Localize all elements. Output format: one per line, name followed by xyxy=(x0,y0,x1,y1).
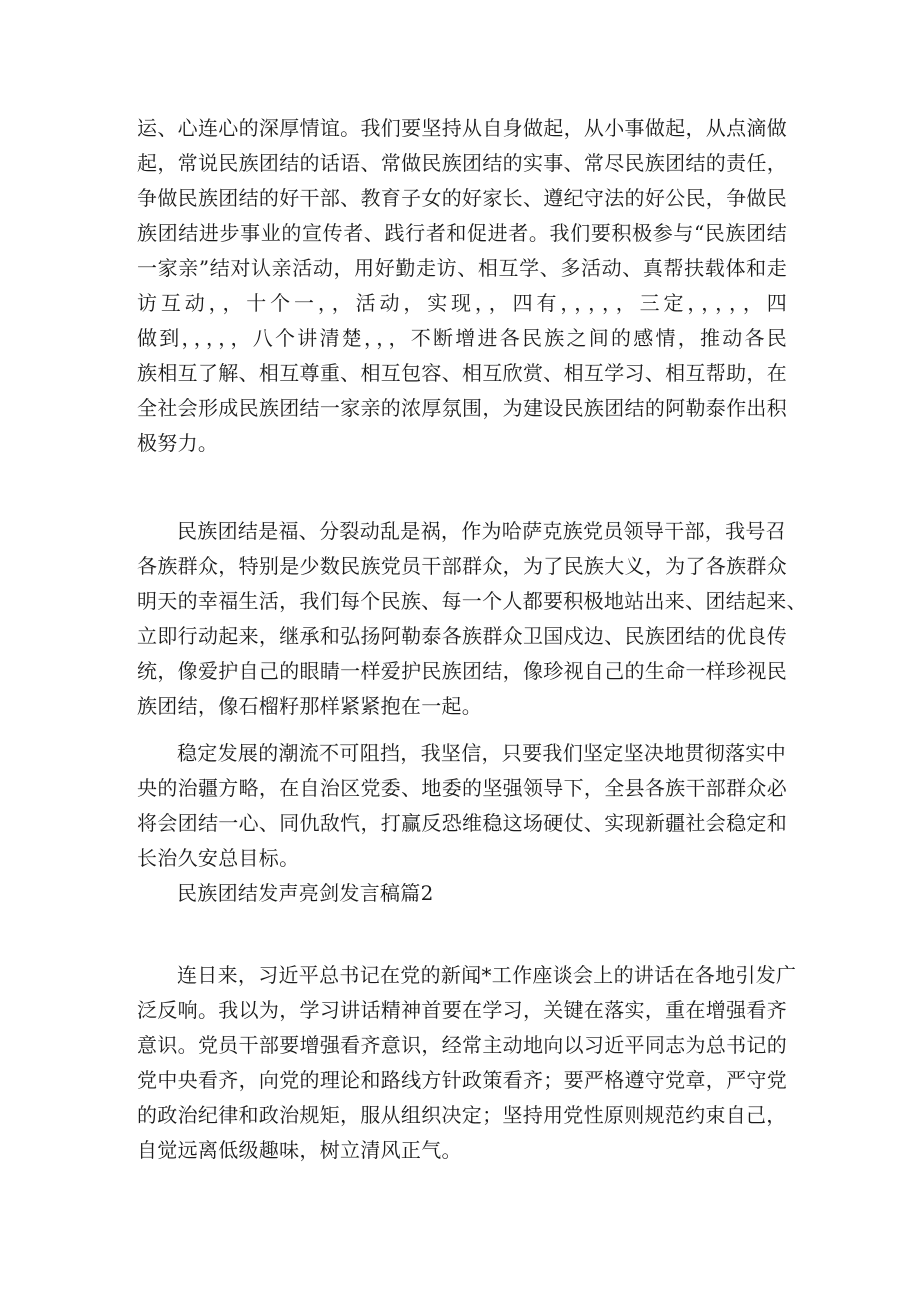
text-line: 族相互了解、相互尊重、相互包容、相互欣赏、相互学习、相互帮助，在 xyxy=(137,361,787,385)
text-line: 族团结，像石榴籽那样紧紧抱在一起。 xyxy=(137,694,483,718)
text-line: 各族群众，特别是少数民族党员干部群众，为了民族大义，为了各族群众 xyxy=(137,554,787,578)
text-line: 泛反响。我以为，学习讲话精神首要在学习，关键在落实，重在增强看齐 xyxy=(137,998,787,1022)
text-line: 族团结进步事业的宣传者、践行者和促进者。我们要积极参与“民族团结 xyxy=(137,221,787,245)
text-line: 一家亲”结对认亲活动，用好勤走访、相互学、多活动、真帮扶载体和走 xyxy=(137,256,787,280)
text-line: 稳定发展的潮流不可阻挡，我坚信，只要我们坚定坚决地贯彻落实中 xyxy=(177,741,786,765)
text-line: 争做民族团结的好干部、教育子女的好家长、遵纪守法的好公民，争做民 xyxy=(137,186,787,210)
text-line: 党中央看齐，向党的理论和路线方针政策看齐；要严格遵守党章，严守党 xyxy=(137,1068,787,1092)
section-heading: 民族团结发声亮剑发言稿篇2 xyxy=(177,881,434,905)
text-line: 全社会形成民族团结一家亲的浓厚氛围，为建设民族团结的阿勒泰作出积 xyxy=(137,396,787,420)
text-line: 统，像爱护自己的眼睛一样爱护民族团结，像珍视自己的生命一样珍视民 xyxy=(137,659,787,683)
text-line: 运、心连心的深厚情谊。我们要坚持从自身做起，从小事做起，从点滴做 xyxy=(137,116,787,140)
text-line: 将会团结一心、同仇敌忾，打赢反恐维稳这场硬仗、实现新疆社会稳定和 xyxy=(137,811,787,835)
text-line: 央的治疆方略，在自治区党委、地委的坚强领导下，全县各族干部群众必 xyxy=(137,776,787,800)
text-line: 极努力。 xyxy=(137,431,219,455)
text-line: 连日来，习近平总书记在党的新闻*工作座谈会上的讲话在各地引发广 xyxy=(177,963,797,987)
text-line: 明天的幸福生活，我们每个民族、每一个人都要积极地站出来、团结起来、 xyxy=(137,589,807,613)
text-line: 民族团结是福、分裂动乱是祸，作为哈萨克族党员领导干部，我号召 xyxy=(177,519,786,543)
text-line: 长治久安总目标。 xyxy=(137,846,300,870)
text-line: 意识。党员干部要增强看齐意识，经常主动地向以习近平同志为总书记的 xyxy=(137,1033,787,1057)
text-line: 的政治纪律和政治规矩，服从组织决定；坚持用党性原则规范约束自己， xyxy=(137,1103,787,1127)
text-line: 立即行动起来，继承和弘扬阿勒泰各族群众卫国戍边、民族团结的优良传 xyxy=(137,624,787,648)
text-line: 自觉远离低级趣味，树立清风正气。 xyxy=(137,1138,462,1162)
text-line: 起，常说民族团结的话语、常做民族团结的实事、常尽民族团结的责任， xyxy=(137,151,787,175)
text-line: 访互动，，十个一，，活动，实现，，四有，，，，，三定，，，，，四 xyxy=(137,291,787,315)
text-line: 做到，，，，，八个讲清楚，，，不断增进各民族之间的感情，推动各民 xyxy=(137,326,787,350)
